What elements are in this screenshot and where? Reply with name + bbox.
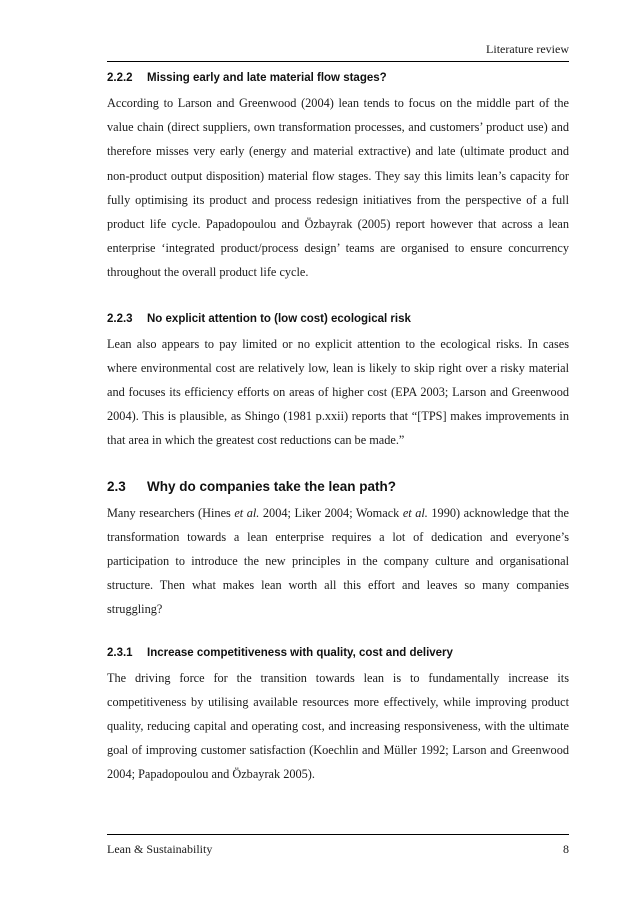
body-paragraph: According to Larson and Greenwood (2004) lean tends to focus on the middle part of the value chain (direct suppliers, own transformation processes, and customers’ product use) and therefore misses very early (energy and material extractive) and late (ultimate product and non-product output disposition) material flow stages. They say this limits lean’s capacity for fully optimising its product and process redesign initiatives from the perspective of a full product life cycle. Papadopoulou and Özbayrak (2005) report however that across a lean enterprise ‘integrated product/process design’ teams are organised to ensure concurrency throughout the overall product life cycle. [107,96,569,280]
paragraph-text: Many researchers (Hines [107,505,235,520]
body-paragraph: Lean also appears to pay limited or no explicit attention to the ecological risks. In cases where environmental cost are relatively low, lean is likely to skip right over a risky material and focuses its efficiency efforts on areas of higher cost (EPA 2003; Larson and Greenwood 2004). This is plausible, as Shingo (1981 p.xxii) reports that “[TPS] makes improvements in that area in which the greatest cost reductions can be made.” [107,336,569,448]
et-al-italic: et al. [234,505,260,520]
running-header [107,42,569,62]
page-number: 8 [563,842,569,856]
section-title: Missing early and late material flow stages? [147,72,387,84]
section-heading [107,311,569,327]
section-title: Increase competitiveness with quality, cost and delivery [147,646,453,659]
section-heading [107,478,569,496]
section-heading [107,645,569,661]
footer-title: Lean & Sustainability [107,842,213,856]
page-body [107,70,569,787]
paragraph-text: 2004; Liker 2004; Womack [259,505,403,520]
section-title: No explicit attention to (low cost) ecological risk [147,312,411,325]
body-paragraph: The driving force for the transition towards lean is to fundamentally increase its competitiveness by utilising available resources more effectively, while improving product quality, reducing capital and operating cost, and increasing responsiveness, with the ultimate goal of improving customer satisfaction (Koechlin and Müller 1992; Larson and Greenwood 2004; Papadopoulou and Özbayrak 2005). [107,670,569,782]
section-number: 2.2.2 [107,72,133,84]
running-footer [107,834,569,856]
section-2-3-1 [107,645,569,787]
et-al-italic: et al. [402,505,428,520]
paragraph-text: 1990) acknowledge that the transformation towards a lean enterprise requires a lot of dedication and everyone’s participation to introduce the new principles in the company culture and organisational structure. Then what makes lean worth all this effort and leaves so many companies struggling? [107,505,570,617]
section-heading [107,70,569,86]
section-2-2-2 [107,70,569,285]
section-2-3 [107,478,569,622]
section-number: 2.3.1 [107,646,133,659]
section-title: Why do companies take the lean path? [147,478,397,494]
running-header-title: Literature review [486,42,569,56]
body-paragraph [107,501,569,622]
section-number: 2.3 [107,478,126,494]
section-2-2-3 [107,311,569,453]
section-number: 2.2.3 [107,312,133,325]
